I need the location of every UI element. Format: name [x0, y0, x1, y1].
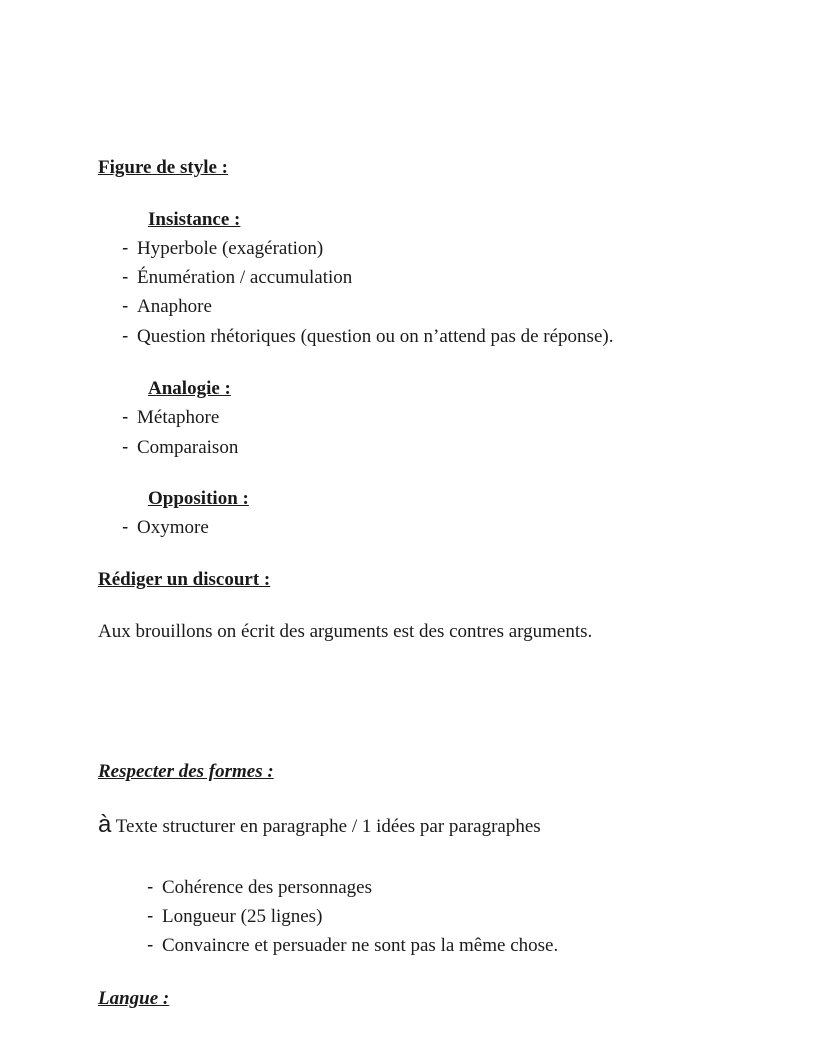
list-item — [122, 239, 323, 258]
list-item — [147, 907, 322, 926]
bullet-dash: - — [122, 407, 129, 428]
bullet-dash: - — [122, 267, 129, 288]
section-title-langue: Langue : — [98, 988, 170, 1009]
arrow-line-text: Texte structurer en paragraphe / 1 idées par paragraphes — [115, 816, 541, 837]
list-item — [122, 518, 209, 537]
list-item — [122, 268, 352, 287]
bullet-dash: - — [122, 326, 129, 347]
bullet-dash: - — [147, 877, 154, 898]
list-item-text: Cohérence des personnages — [162, 877, 372, 898]
paragraph: Aux brouillons on écrit des arguments est des contres arguments. — [98, 621, 593, 642]
bullet-dash: - — [122, 238, 129, 259]
list-item-text: Question rhétoriques (question ou on n’attend pas de réponse). — [137, 326, 614, 347]
list-item — [122, 408, 219, 427]
list-item — [147, 936, 558, 955]
list-item-text: Oxymore — [137, 517, 209, 538]
bullet-dash: - — [122, 437, 129, 458]
arrow-icon: à — [98, 811, 112, 838]
list-item — [122, 297, 212, 316]
list-item — [122, 327, 613, 346]
section-title-figure-de-style: Figure de style : — [98, 157, 228, 178]
subsection-title-insistance: Insistance : — [148, 209, 241, 230]
section-title-rediger-un-discourt: Rédiger un discourt : — [98, 569, 271, 590]
bullet-dash: - — [122, 517, 129, 538]
subsection-title-analogie: Analogie : — [148, 378, 231, 399]
list-item-text: Hyperbole (exagération) — [137, 238, 324, 259]
list-item-text: Convaincre et persuader ne sont pas la même chose. — [162, 935, 559, 956]
subsection-title-opposition: Opposition : — [148, 488, 249, 509]
list-item-text: Énumération / accumulation — [137, 267, 353, 288]
list-item-text: Anaphore — [137, 296, 212, 317]
list-item-text: Comparaison — [137, 437, 239, 458]
list-item-text: Longueur (25 lignes) — [162, 906, 323, 927]
bullet-dash: - — [122, 296, 129, 317]
bullet-dash: - — [147, 906, 154, 927]
list-item-text: Métaphore — [137, 407, 220, 428]
bullet-dash: - — [147, 935, 154, 956]
list-item — [122, 438, 238, 457]
arrow-line — [98, 813, 541, 837]
section-title-respecter-des-formes: Respecter des formes : — [98, 761, 274, 782]
list-item — [147, 878, 372, 897]
